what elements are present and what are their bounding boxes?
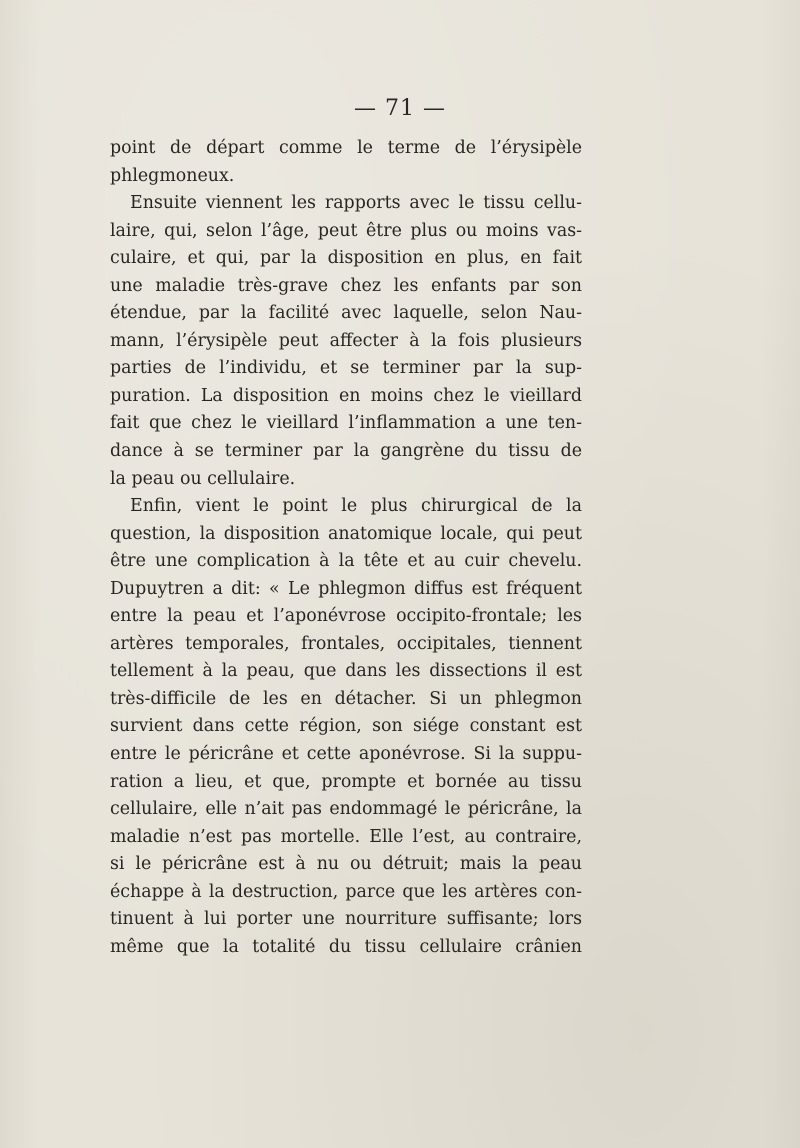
text-line: fait que chez le vieillard l’inflammation a une ten- [110, 413, 582, 434]
text-line: puration. La disposition en moins chez le vieillard [110, 385, 582, 406]
text-line: cellulaire, elle n’ait pas endommagé le péricrâne, la [110, 799, 582, 820]
text-line: mann, l’érysipèle peut affecter à la fois plusieurs [110, 330, 582, 351]
text-line: parties de l’individu, et se terminer par la sup- [110, 358, 582, 379]
text-line: survient dans cette région, son siége constant est [110, 716, 582, 737]
text-line: étendue, par la facilité avec laquelle, selon Nau- [110, 303, 582, 324]
text-line: la peau ou cellulaire. [110, 468, 296, 489]
text-line: phlegmoneux. [110, 165, 235, 186]
text-line: être une complication à la tête et au cuir chevelu. [110, 551, 582, 572]
text-line: si le péricrâne est à nu ou détruit; mais la peau [110, 854, 582, 875]
text-line: dance à se terminer par la gangrène du tissu de [110, 441, 582, 462]
text-line: maladie n’est pas mortelle. Elle l’est, au contraire, [110, 826, 582, 847]
text-line: laire, qui, selon l’âge, peut être plus ou moins vas- [110, 220, 582, 241]
text-line: ration a lieu, et que, prompte et bornée au tissu [110, 771, 582, 792]
text-line: même que la totalité du tissu cellulaire crânien [110, 936, 582, 957]
text-line: entre la peau et l’aponévrose occipito-frontale; les [110, 606, 582, 627]
text-line: Dupuytren a dit: « Le phlegmon diffus est fréquent [110, 578, 582, 599]
text-line: échappe à la destruction, parce que les artères con- [110, 881, 582, 902]
text-line: entre le péricrâne et cette aponévrose. Si la suppu- [110, 744, 582, 765]
text-line: question, la disposition anatomique locale, qui peut [110, 523, 582, 544]
text-line: culaire, et qui, par la disposition en plus, en fait [110, 248, 582, 269]
text-line: une maladie très-grave chez les enfants par son [110, 275, 582, 296]
page-number: — 71 — [354, 96, 446, 121]
text-line: très-difficile de les en détacher. Si un phlegmon [110, 688, 582, 709]
text-line: point de départ comme le terme de l’érysipèle [110, 138, 582, 158]
text-line: tellement à la peau, que dans les dissections il est [110, 661, 582, 682]
text-line: Ensuite viennent les rapports avec le tissu cellu- [130, 193, 582, 214]
text-line: tinuent à lui porter une nourriture suffisante; lors [110, 909, 582, 930]
text-line: artères temporales, frontales, occipitales, tiennent [110, 633, 582, 654]
text-line: Enfin, vient le point le plus chirurgical de la [130, 496, 582, 517]
body-text [110, 135, 582, 961]
